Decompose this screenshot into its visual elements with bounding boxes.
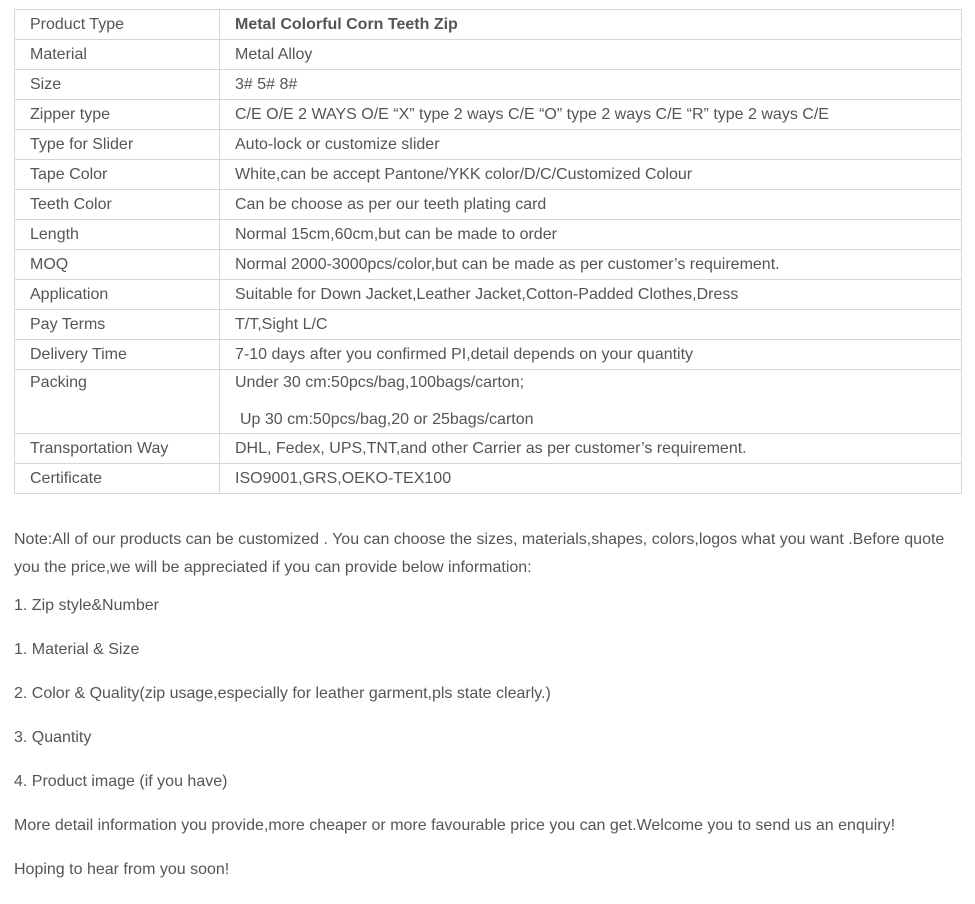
list-item: 1. Zip style&Number bbox=[14, 597, 159, 614]
packing-line-2: Up 30 cm:50pcs/bag,20 or 25bags/carton bbox=[240, 411, 534, 428]
table-row bbox=[15, 190, 962, 220]
table-row bbox=[15, 100, 962, 130]
table-row bbox=[15, 70, 962, 100]
spec-value: 7-10 days after you confirmed PI,detail depends on your quantity bbox=[220, 340, 962, 370]
spec-label: Packing bbox=[15, 370, 220, 434]
table-row bbox=[15, 340, 962, 370]
spec-value: Normal 2000-3000pcs/color,but can be made as per customer’s requirement. bbox=[220, 250, 962, 280]
spec-label: Certificate bbox=[15, 464, 220, 494]
spec-label: Length bbox=[15, 220, 220, 250]
list-item: 4. Product image (if you have) bbox=[14, 773, 228, 790]
table-row bbox=[15, 160, 962, 190]
spec-value: Normal 15cm,60cm,but can be made to order bbox=[220, 220, 962, 250]
closing-text: Hoping to hear from you soon! bbox=[14, 861, 230, 878]
spec-value: 3# 5# 8# bbox=[220, 70, 962, 100]
table-row bbox=[15, 220, 962, 250]
spec-label: Zipper type bbox=[15, 100, 220, 130]
notes-section bbox=[14, 526, 962, 904]
spec-value: DHL, Fedex, UPS,TNT,and other Carrier as per customer’s requirement. bbox=[220, 434, 962, 464]
closing-text: More detail information you provide,more cheaper or more favourable price you can get.Welcome you to send us an enquiry! bbox=[14, 817, 896, 834]
note-intro: Note:All of our products can be customized . You can choose the sizes, materials,shapes, colors,logos what you want .Before quote you the price,we will be appreciated if you can provide below information: bbox=[14, 531, 945, 576]
spec-label: Transportation Way bbox=[15, 434, 220, 464]
list-item: 1. Material & Size bbox=[14, 641, 140, 658]
spec-value: ISO9001,GRS,OEKO-TEX100 bbox=[220, 464, 962, 494]
spec-label: Application bbox=[15, 280, 220, 310]
table-row bbox=[15, 40, 962, 70]
spec-label: Type for Slider bbox=[15, 130, 220, 160]
list-item: 2. Color & Quality(zip usage,especially for leather garment,pls state clearly.) bbox=[14, 685, 551, 702]
spec-value: White,can be accept Pantone/YKK color/D/C/Customized Colour bbox=[220, 160, 962, 190]
table-row bbox=[15, 434, 962, 464]
product-spec-table bbox=[14, 9, 962, 494]
spec-label: Size bbox=[15, 70, 220, 100]
table-row bbox=[15, 464, 962, 494]
list-item: 3. Quantity bbox=[14, 729, 92, 746]
spec-label: Material bbox=[15, 40, 220, 70]
spec-value-packing bbox=[220, 370, 962, 434]
table-row bbox=[15, 370, 962, 434]
spec-value: Metal Alloy bbox=[220, 40, 962, 70]
spec-value: Auto-lock or customize slider bbox=[220, 130, 962, 160]
spec-value: Suitable for Down Jacket,Leather Jacket,Cotton-Padded Clothes,Dress bbox=[220, 280, 962, 310]
table-row bbox=[15, 280, 962, 310]
table-row bbox=[15, 310, 962, 340]
spec-label: Tape Color bbox=[15, 160, 220, 190]
spec-label: MOQ bbox=[15, 250, 220, 280]
table-row bbox=[15, 250, 962, 280]
packing-line-1: Under 30 cm:50pcs/bag,100bags/carton; bbox=[235, 374, 525, 391]
spec-label: Pay Terms bbox=[15, 310, 220, 340]
spec-label: Delivery Time bbox=[15, 340, 220, 370]
spec-value: Metal Colorful Corn Teeth Zip bbox=[220, 10, 962, 40]
spec-value: T/T,Sight L/C bbox=[220, 310, 962, 340]
table-row bbox=[15, 130, 962, 160]
spec-label: Product Type bbox=[15, 10, 220, 40]
spec-value: Can be choose as per our teeth plating card bbox=[220, 190, 962, 220]
spec-value: C/E O/E 2 WAYS O/E “X” type 2 ways C/E “O” type 2 ways C/E “R” type 2 ways C/E bbox=[220, 100, 962, 130]
table-row bbox=[15, 10, 962, 40]
spec-label: Teeth Color bbox=[15, 190, 220, 220]
